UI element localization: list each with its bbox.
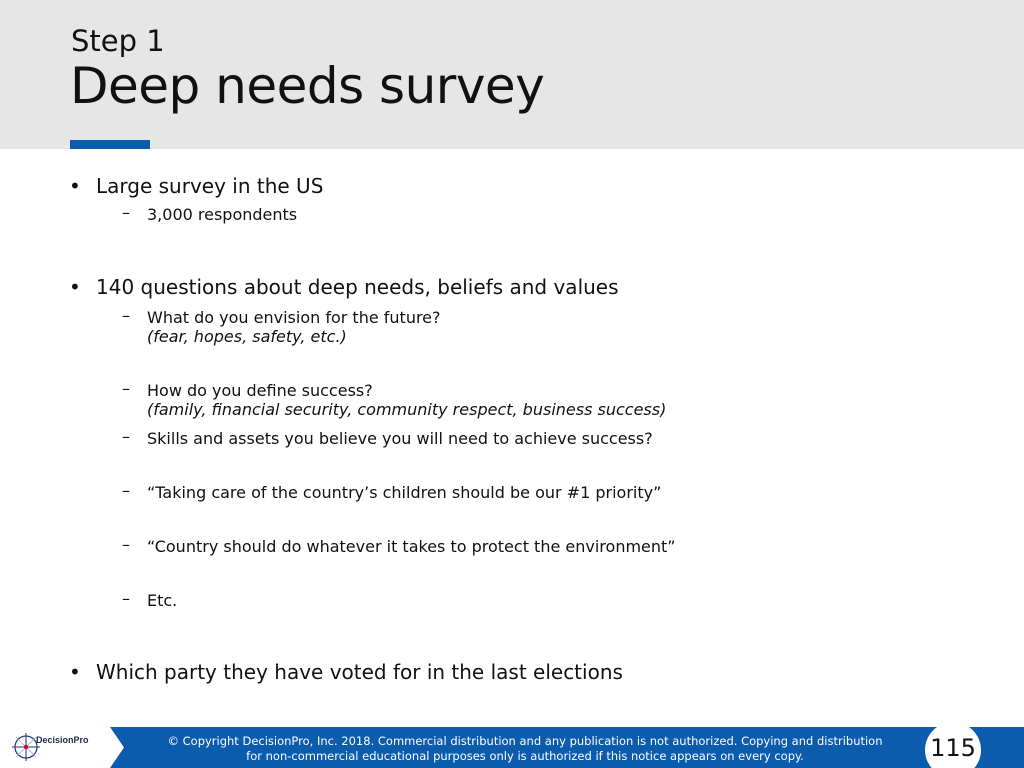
copyright-line: for non-commercial educational purposes only is authorized if this notice appears on every copy. <box>246 749 804 763</box>
sub-bullet-text: Skills and assets you believe you will need to achieve success? <box>147 429 653 448</box>
logo-text: DecisionPro <box>36 735 89 745</box>
title-accent-bar <box>70 140 150 149</box>
step-label: Step 1 <box>71 24 165 58</box>
bullet-icon: • <box>69 275 81 299</box>
dash-icon: – <box>122 535 130 554</box>
dash-icon: – <box>122 203 130 222</box>
dash-icon: – <box>122 306 130 325</box>
copyright-line: © Copyright DecisionPro, Inc. 2018. Commercial distribution and any publication is not authorized. Copying and distribution <box>167 734 883 748</box>
dash-icon: – <box>122 379 130 398</box>
page-number: 115 <box>930 734 976 762</box>
bullet-text: 140 questions about deep needs, beliefs and values <box>96 275 619 299</box>
sub-bullet-text: 3,000 respondents <box>147 205 298 224</box>
copyright-notice <box>130 734 920 764</box>
sub-bullet-text: What do you envision for the future? <box>147 308 441 327</box>
bullet-text: Large survey in the US <box>96 174 324 198</box>
sub-bullet-text: Etc. <box>147 591 178 610</box>
dash-icon: – <box>122 481 130 500</box>
bullet-icon: • <box>69 174 81 198</box>
decisionpro-logo <box>0 727 124 768</box>
sub-bullet-text: “Taking care of the country’s children should be our #1 priority” <box>147 483 662 502</box>
bullet-icon: • <box>69 660 81 684</box>
dash-icon: – <box>122 589 130 608</box>
bullet-text: Which party they have voted for in the last elections <box>96 660 623 684</box>
sub-bullet-text: How do you define success? <box>147 381 373 400</box>
slide-title: Deep needs survey <box>70 57 545 115</box>
sub-bullet-note: (fear, hopes, safety, etc.) <box>147 327 347 346</box>
sub-bullet-note: (family, financial security, community respect, business success) <box>147 400 667 419</box>
dash-icon: – <box>122 427 130 446</box>
sub-bullet-text: “Country should do whatever it takes to protect the environment” <box>147 537 676 556</box>
